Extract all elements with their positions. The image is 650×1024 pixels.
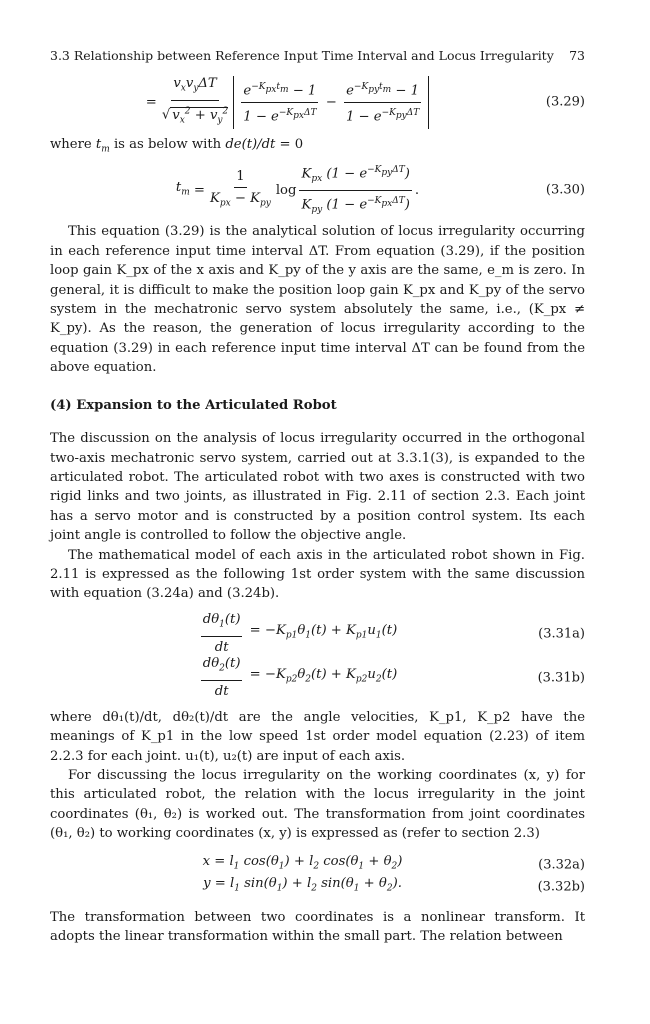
where-tm-text: where $t_m$ is as below with de(t)/dt = 0 [50,137,304,156]
paragraph-6: The transformation between two coordinates is a nonlinear transform. It adopts the linear transformation within the small part. The relation between [50,909,585,945]
equation-number: (3.31a) [538,626,585,642]
page-number: 73 [569,48,585,63]
equation-3-31a: $\frac{d\theta_1(t)}{dt}$ = $-K_{p1}\theta_1(t) + K_{p1}u_1(t)$ (3.31a) [202,612,585,656]
page [50,46,585,946]
header-title: 3.3 Relationship between Reference Input Time Interval and Locus Irregularity [50,48,554,63]
paragraph-1: This equation (3.29) is the analytical solution of locus irregularity occurring in each reference input time interval ΔT. From equation (3.29), if the position loop gain K_px of the x axis and K_py of the y axis are the same, e_m is zero. In general, it is difficult to make the position loop gain K_px and K_py of the servo system in the mechatronic servo system absolutely the same, i.e., (K_px ≠ K_py). As the reason, the generation of locus irregularity according to the equation (3.29) in each reference input time interval ΔT can be found from the above equation. [50,224,585,376]
equation-3-29: = $\frac{v_xv_y\Delta T}{√ v_x^2 + v_y^2}$ $\frac{e^{-K_{px}t_m} - 1}{1 - e^{-K_{px}\Delta T}}$ − $\frac{e^{-K_{py}t_m} - 1}{1 - e^{-K_{py}\Delta T}}$ (3.29) [50,77,585,127]
equation-number: (3.32a) [538,856,585,872]
paragraph-3: The mathematical model of each axis in the articulated robot shown in Fig. 2.11 is expressed as the following 1st order system with the same discussion with equation (3.24a) and (3.24b). [50,547,585,602]
paragraph-5: For discussing the locus irregularity on the working coordinates (x, y) for this articulated robot, the relation with the locus irregularity in the joint coordinates (θ₁, θ₂) is worked out. The transformation from joint coordinates (θ₁, θ₂) to working coordinates (x, y) is expressed as (refer to section 2.3) [50,767,585,842]
equation-number: (3.31b) [537,670,585,686]
paragraph-2: The discussion on the analysis of locus irregularity occurred in the orthogonal two-axis mechatronic servo system, carried out at 3.3.1(3), is expanded to the articulated robot. The articulated robot with two axes is constructed with two rigid links and two joints, as illustrated in Fig. 2.11 of section 2.3. Each joint has a servo motor and is constructed by a position control system. Its each joint angle is controlled to follow the objective angle. [50,431,585,544]
equation-3-32b: $y = l_1$ $\sin(\theta_1) + l_2$ $\sin(\theta_1 + \theta_2)$. (3.32b) [50,876,585,898]
running-header [50,46,585,65]
equation-number: (3.30) [545,182,585,198]
equation-3-30: $t_m$ = $\frac{1}{K_{px} - K_{py}}$ log $\frac{K_{px} (1 - e^{-K_{py}\Delta T})}{K_{py} (1 - e^{-K_{px}\Delta T})}$ . (3.30) [50,164,585,216]
equation-number: (3.29) [545,94,585,110]
paragraph-4: where dθ₁(t)/dt, dθ₂(t)/dt are the angle velocities, K_p1, K_p2 have the meanings of K_p1 in the low speed 1st order model equation (2.23) of item 2.2.3 for each joint. u₁(t), u₂(t) are input of each axis. [50,709,585,764]
section-heading: (4) Expansion to the Articulated Robot [50,397,337,413]
equation-number: (3.32b) [537,878,585,894]
equation-3-32a: $x = l_1$ $\cos(\theta_1) + l_2$ $\cos(\theta_1 + \theta_2)$ (3.32a) [50,854,585,876]
equation-3-31b: $\frac{d\theta_2(t)}{dt}$ = $-K_{p2}\theta_2(t) + K_{p2}u_2(t)$ (3.31b) [202,656,585,700]
